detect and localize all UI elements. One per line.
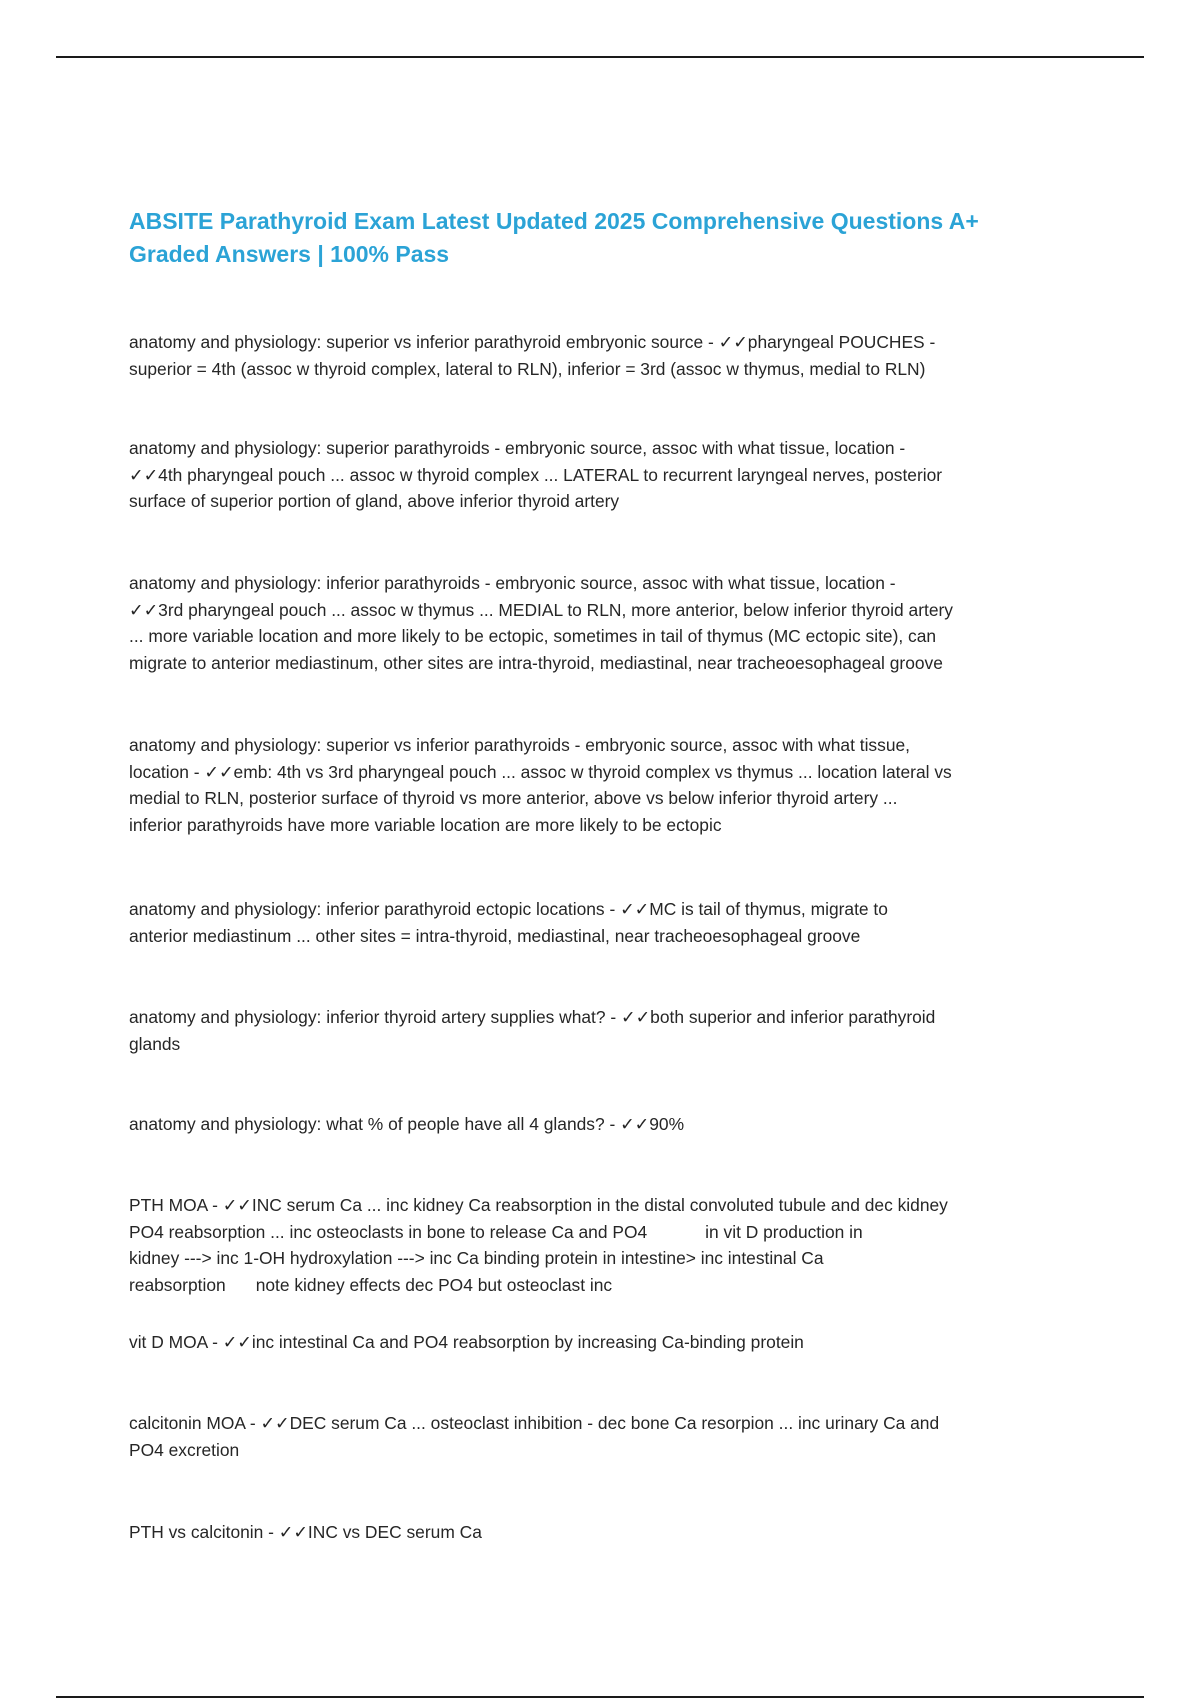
qa-line: anatomy and physiology: inferior thyroid artery supplies what? - ✓✓both superior and inferior parathyroid xyxy=(129,1007,936,1027)
qa-entry xyxy=(129,1111,1081,1138)
qa-line xyxy=(129,1272,1081,1299)
qa-line: surface of superior portion of gland, above inferior thyroid artery xyxy=(129,491,620,511)
qa-line: anatomy and physiology: superior parathyroids - embryonic source, assoc with what tissue, location - xyxy=(129,438,906,458)
qa-line: location - ✓✓emb: 4th vs 3rd pharyngeal pouch ... assoc w thyroid complex vs thymus ... location lateral vs xyxy=(129,761,952,782)
qa-line: anatomy and physiology: what % of people have all 4 glands? - ✓✓90% xyxy=(129,1114,685,1134)
qa-entry xyxy=(129,1329,1081,1356)
qa-line xyxy=(129,1219,1081,1246)
qa-line-segment: reabsorption xyxy=(129,1274,226,1295)
title-line: Graded Answers | 100% Pass xyxy=(129,241,450,267)
qa-line: ... more variable location and more likely to be ectopic, sometimes in tail of thymus (MC ectopic site), can xyxy=(129,626,937,646)
qa-line: PTH MOA - ✓✓INC serum Ca ... inc kidney Ca reabsorption in the distal convoluted tubule and dec kidney xyxy=(129,1195,948,1215)
qa-line: kidney ---> inc 1-OH hydroxylation ---> inc Ca binding protein in intestine> inc intestinal Ca xyxy=(129,1248,824,1268)
qa-line: vit D MOA - ✓✓inc intestinal Ca and PO4 reabsorption by increasing Ca-binding protein xyxy=(129,1332,804,1352)
qa-line-segment: in vit D production in xyxy=(705,1221,863,1242)
header-rule xyxy=(56,56,1144,58)
qa-line: migrate to anterior mediastinum, other sites are intra-thyroid, mediastinal, near tracheoesophageal groove xyxy=(129,652,943,673)
qa-entry xyxy=(129,570,1081,676)
qa-line: inferior parathyroids have more variable location are more likely to be ectopic xyxy=(129,814,722,835)
qa-entry xyxy=(129,1192,1081,1298)
qa-entry xyxy=(129,329,1081,382)
qa-line: anatomy and physiology: inferior parathyroids - embryonic source, assoc with what tissue, location - xyxy=(129,573,896,593)
qa-line-segment: note kidney effects dec PO4 but osteoclast inc xyxy=(255,1274,613,1295)
qa-line: calcitonin MOA - ✓✓DEC serum Ca ... osteoclast inhibition - dec bone Ca resorpion ... inc urinary Ca and xyxy=(129,1413,940,1433)
qa-line: medial to RLN, posterior surface of thyroid vs more anterior, above vs below inferior thyroid artery ... xyxy=(129,788,898,808)
qa-entry xyxy=(129,1519,1081,1546)
title-line: ABSITE Parathyroid Exam Latest Updated 2025 Comprehensive Questions A+ xyxy=(129,208,979,234)
qa-line: PTH vs calcitonin - ✓✓INC vs DEC serum Ca xyxy=(129,1522,482,1542)
qa-entry xyxy=(129,1004,1081,1057)
qa-entry xyxy=(129,1410,1081,1463)
qa-entry xyxy=(129,896,1081,949)
qa-line: ✓✓4th pharyngeal pouch ... assoc w thyroid complex ... LATERAL to recurrent laryngeal nerves, posterior xyxy=(129,464,943,485)
qa-line: ✓✓3rd pharyngeal pouch ... assoc w thymus ... MEDIAL to RLN, more anterior, below inferior thyroid artery xyxy=(129,599,953,620)
qa-entry xyxy=(129,435,1081,515)
qa-line: anatomy and physiology: superior vs inferior parathyroids - embryonic source, assoc with what tissue, xyxy=(129,735,910,755)
qa-line: PO4 excretion xyxy=(129,1439,240,1460)
qa-line: anatomy and physiology: superior vs inferior parathyroid embryonic source - ✓✓pharyngeal POUCHES - xyxy=(129,332,936,352)
qa-line: anterior mediastinum ... other sites = intra-thyroid, mediastinal, near tracheoesophageal groove xyxy=(129,925,861,946)
qa-line: glands xyxy=(129,1033,181,1054)
page-title xyxy=(129,205,1069,271)
qa-line: anatomy and physiology: inferior parathyroid ectopic locations - ✓✓MC is tail of thymus, migrate to xyxy=(129,899,888,919)
qa-line: superior = 4th (assoc w thyroid complex, lateral to RLN), inferior = 3rd (assoc w thymus, medial to RLN) xyxy=(129,358,926,379)
qa-line-segment: PO4 reabsorption ... inc osteoclasts in bone to release Ca and PO4 xyxy=(129,1221,648,1242)
footer-rule xyxy=(56,1696,1144,1698)
qa-entry xyxy=(129,732,1081,838)
